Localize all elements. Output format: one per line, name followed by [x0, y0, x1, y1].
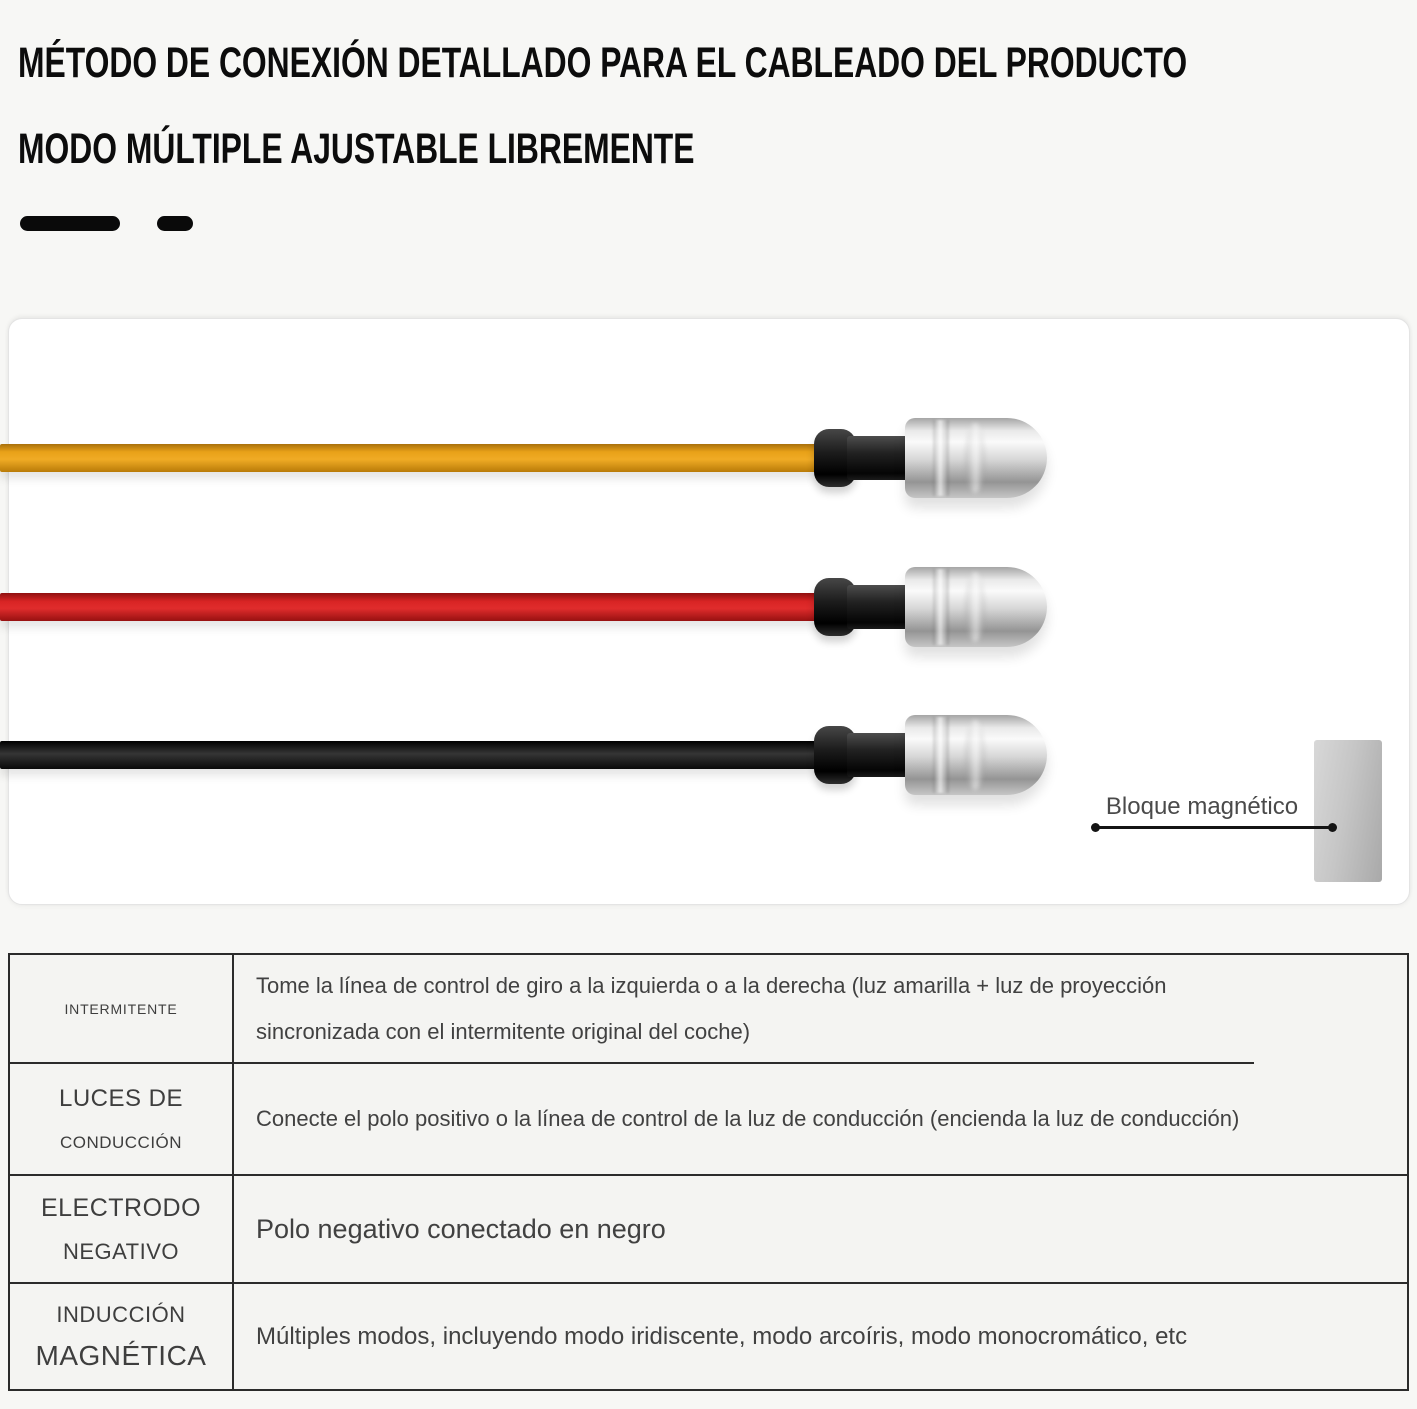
wire-terminal [905, 567, 1047, 647]
row-desc-intermitente [234, 955, 1254, 1064]
red-wire-line [0, 593, 824, 621]
wire-terminal [905, 418, 1047, 498]
row-desc-induccion-magnetica [234, 1284, 1407, 1389]
row-label-text: CONDUCCIÓN [59, 1133, 183, 1152]
row-label-luces-de-conduccion [10, 1064, 234, 1176]
wire-boot-sleeve [847, 436, 913, 480]
wiring-panel [8, 318, 1410, 905]
wire-terminal [905, 715, 1047, 795]
row-label-text: MAGNÉTICA [35, 1339, 207, 1371]
row-label-text: INTERMITENTE [64, 1000, 178, 1017]
wire-boot-sleeve [847, 585, 913, 629]
wiring-table [8, 953, 1409, 1391]
row-desc-text: Múltiples modos, incluyendo modo iridiscente, modo arcoíris, modo monocromático, etc [256, 1322, 1188, 1350]
row-label-text: LUCES DE [58, 1085, 184, 1112]
row-label-text: ELECTRODO [40, 1193, 202, 1222]
row-label-text: INDUCCIÓN [56, 1301, 186, 1327]
magnet-callout-label: Bloque magnético [1105, 793, 1299, 820]
row-label-intermitente [10, 955, 234, 1064]
row-desc-text: Conecte el polo positivo o la línea de control de la luz de conducción (encienda la luz de conducción) [256, 1106, 1240, 1131]
row-desc-text: Polo negativo conectado en negro [256, 1213, 666, 1244]
yellow-wire-line [0, 444, 824, 472]
magnet-callout-line [1093, 826, 1335, 829]
wire-boot-sleeve [847, 733, 913, 777]
row-desc-electrodo-negativo [234, 1176, 1407, 1284]
row-desc-text: Tome la línea de control de giro a la izquierda o a la derecha (luz amarilla + luz de proyección sincronizada con el intermitente original del coche) [256, 973, 1167, 1044]
black-wire-line [0, 741, 824, 769]
row-label-induccion-magnetica [10, 1284, 234, 1389]
row-desc-luces-de-conduccion [234, 1064, 1407, 1176]
page-subtitle: MODO MÚLTIPLE AJUSTABLE LIBREMENTE [18, 125, 695, 173]
page-title: MÉTODO DE CONEXIÓN DETALLADO PARA EL CABLEADO DEL PRODUCTO [18, 39, 1188, 87]
dash-long [20, 216, 120, 231]
row-label-electrodo-negativo [10, 1176, 234, 1284]
dash-short [157, 216, 193, 231]
row-label-text: NEGATIVO [62, 1238, 180, 1264]
